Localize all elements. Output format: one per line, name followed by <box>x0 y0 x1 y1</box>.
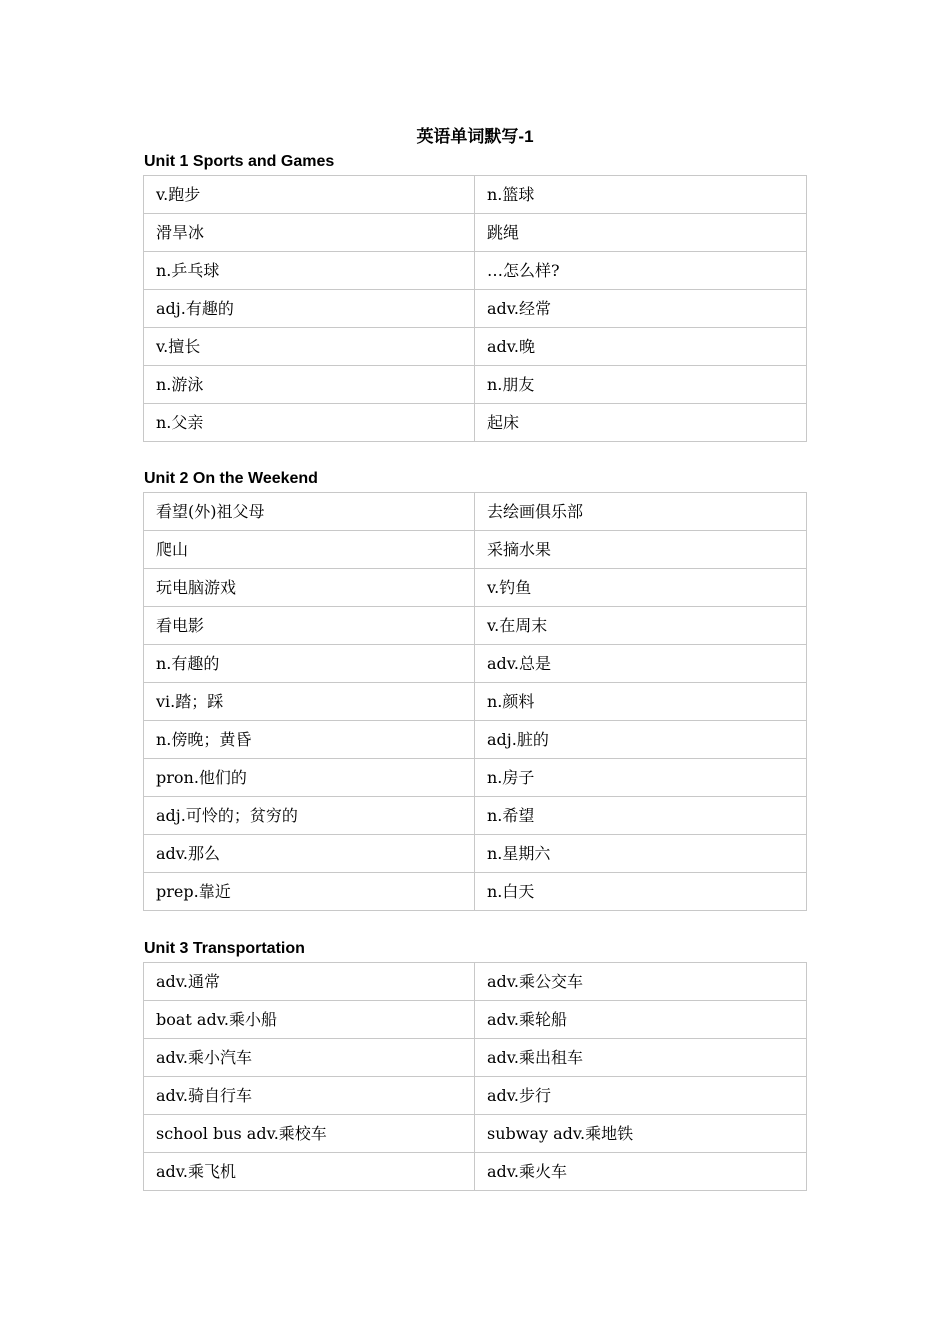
vocab-cell-left: 爬山 <box>144 531 475 569</box>
vocab-cell-left: adj.可怜的；贫穷的 <box>144 797 475 835</box>
table-row <box>144 1039 807 1077</box>
vocab-cell-right: 跳绳 <box>475 214 807 252</box>
table-row <box>144 607 807 645</box>
vocab-cell-right: subway adv.乘地铁 <box>475 1115 807 1153</box>
vocab-cell-left: adv.骑自行车 <box>144 1077 475 1115</box>
vocab-cell-left: pron.他们的 <box>144 759 475 797</box>
vocab-cell-left: school bus adv.乘校车 <box>144 1115 475 1153</box>
vocab-cell-right: n.篮球 <box>475 176 807 214</box>
vocab-cell-right: n.白天 <box>475 873 807 911</box>
vocab-cell-left: boat adv.乘小船 <box>144 1001 475 1039</box>
vocab-cell-left: 看望(外)祖父母 <box>144 493 475 531</box>
table-row <box>144 1153 807 1191</box>
table-row <box>144 531 807 569</box>
vocab-cell-left: adv.那么 <box>144 835 475 873</box>
vocab-cell-left: 玩电脑游戏 <box>144 569 475 607</box>
unit-2-table <box>143 492 807 911</box>
table-row <box>144 873 807 911</box>
table-row <box>144 835 807 873</box>
table-row <box>144 683 807 721</box>
unit-2-rows <box>144 493 807 911</box>
page-title: 英语单词默写-1 <box>416 127 534 146</box>
table-row <box>144 404 807 442</box>
vocab-cell-left: n.傍晚；黄昏 <box>144 721 475 759</box>
unit-2-heading: Unit 2 On the Weekend <box>144 470 318 487</box>
vocab-cell-right: adv.乘火车 <box>475 1153 807 1191</box>
vocab-cell-right: adv.乘出租车 <box>475 1039 807 1077</box>
vocab-cell-right: n.颜料 <box>475 683 807 721</box>
table-row <box>144 645 807 683</box>
table-row <box>144 797 807 835</box>
vocab-cell-left: n.乒乓球 <box>144 252 475 290</box>
unit-1-rows <box>144 176 807 442</box>
unit-1-table <box>143 175 807 442</box>
unit-3-rows <box>144 963 807 1191</box>
vocab-cell-left: adj.有趣的 <box>144 290 475 328</box>
vocab-cell-right: …怎么样? <box>475 252 807 290</box>
table-row <box>144 1077 807 1115</box>
vocab-cell-right: 采摘水果 <box>475 531 807 569</box>
table-row <box>144 290 807 328</box>
table-row <box>144 214 807 252</box>
vocab-cell-right: adv.步行 <box>475 1077 807 1115</box>
table-row <box>144 1001 807 1039</box>
vocab-cell-right: adv.总是 <box>475 645 807 683</box>
vocab-cell-right: adv.晚 <box>475 328 807 366</box>
vocab-cell-right: n.朋友 <box>475 366 807 404</box>
vocab-cell-right: n.星期六 <box>475 835 807 873</box>
table-row <box>144 328 807 366</box>
vocab-cell-right: adv.乘轮船 <box>475 1001 807 1039</box>
vocab-cell-left: n.游泳 <box>144 366 475 404</box>
vocab-cell-right: 起床 <box>475 404 807 442</box>
table-row <box>144 759 807 797</box>
vocab-cell-right: 去绘画俱乐部 <box>475 493 807 531</box>
table-row <box>144 366 807 404</box>
vocab-cell-left: adv.乘小汽车 <box>144 1039 475 1077</box>
unit-3-table <box>143 962 807 1191</box>
unit-3-heading: Unit 3 Transportation <box>144 940 305 957</box>
vocab-cell-left: n.父亲 <box>144 404 475 442</box>
table-row <box>144 721 807 759</box>
vocab-cell-left: vi.踏；踩 <box>144 683 475 721</box>
vocab-cell-left: n.有趣的 <box>144 645 475 683</box>
vocab-cell-right: adj.脏的 <box>475 721 807 759</box>
vocab-cell-right: n.希望 <box>475 797 807 835</box>
vocab-cell-right: n.房子 <box>475 759 807 797</box>
vocab-cell-right: adv.乘公交车 <box>475 963 807 1001</box>
table-row <box>144 963 807 1001</box>
vocab-cell-right: v.在周末 <box>475 607 807 645</box>
vocab-cell-left: prep.靠近 <box>144 873 475 911</box>
vocab-cell-left: v.跑步 <box>144 176 475 214</box>
table-row <box>144 1115 807 1153</box>
vocab-cell-left: v.擅长 <box>144 328 475 366</box>
vocab-cell-left: 滑旱冰 <box>144 214 475 252</box>
table-row <box>144 569 807 607</box>
unit-1-heading: Unit 1 Sports and Games <box>144 153 335 170</box>
vocab-cell-right: adv.经常 <box>475 290 807 328</box>
table-row <box>144 176 807 214</box>
vocab-cell-left: adv.乘飞机 <box>144 1153 475 1191</box>
vocab-cell-right: v.钓鱼 <box>475 569 807 607</box>
vocab-cell-left: 看电影 <box>144 607 475 645</box>
table-row <box>144 252 807 290</box>
vocab-cell-left: adv.通常 <box>144 963 475 1001</box>
table-row <box>144 493 807 531</box>
